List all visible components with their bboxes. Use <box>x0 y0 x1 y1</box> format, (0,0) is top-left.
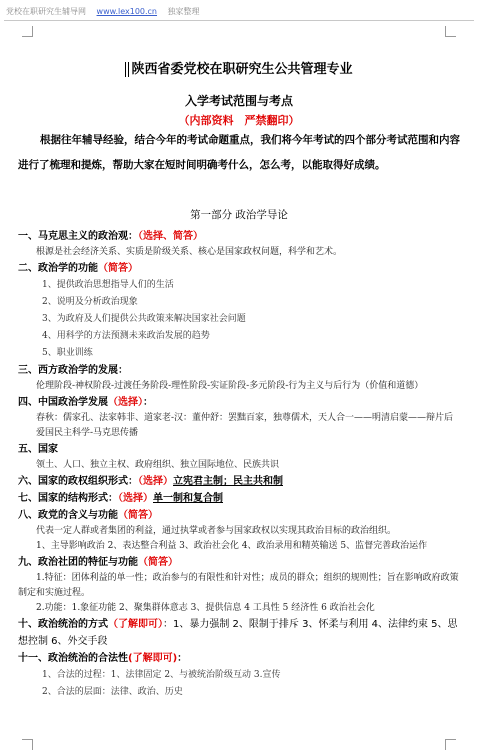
section-heading <box>18 507 462 524</box>
section-title: 十一、政治统治的合法性 <box>18 653 128 664</box>
section-tag: （了解即可） <box>108 619 163 630</box>
section-paragraph: 1、主导影响政治 2、表达整合利益 3、政治社会化 4、政治录用和精英输送 5、监督完善政治运作 <box>36 541 428 551</box>
section-line: 伦理阶段-神权阶段-过渡任务阶段-理性阶段-实证阶段-多元阶段-行为主义与后行为（价值和道德） <box>36 381 424 391</box>
list-item: 3、为政府及人们提供公共政策来解决国家社会问题 <box>42 314 246 324</box>
list-item: 1、合法的过程：1、法律固定 2、与被统治阶级互动 3.宣传 <box>42 670 281 680</box>
section-title: 五、国家 <box>18 444 58 455</box>
section-tag: (了解即可) <box>128 653 178 664</box>
list-item: 5、职业训练 <box>42 348 93 358</box>
part-heading: 第一部分 政治学导论 <box>190 209 288 221</box>
section-line: 领土、人口、独立主权、政府组织、独立国际地位、民族共识 <box>36 460 280 470</box>
intro-paragraph: 根据往年辅导经验，结合今年的考试命题重点，我们将今年考试的四个部分考试范围和内容进行了梳理和提炼，帮助大家在短时间明确考什么，怎么考，以能取得好成绩。 <box>18 134 460 171</box>
section-tag: （简答） <box>98 263 138 274</box>
header-divider <box>4 20 474 21</box>
crop-mark-bottom-right <box>445 739 456 750</box>
sections-container <box>18 228 462 701</box>
section-heading <box>18 362 462 379</box>
section-paragraph: 1.特征：团体利益的单一性；政治参与的有限性和针对性；成员的群众；组织的规则性；旨在影响政府政策制定和实施过程。 <box>18 573 459 598</box>
confidential-notice: （内部资料 严禁翻印） <box>178 114 300 127</box>
section-tag: （选择、简答） <box>138 231 203 242</box>
section-tag: （选择） <box>118 493 153 504</box>
section-heading <box>18 554 462 571</box>
document-title <box>0 58 478 77</box>
section-tag: （选择） <box>108 397 143 408</box>
text-cursor[interactable]: 陕西省委党校在职研究生公共管理专业 <box>125 62 352 77</box>
page-header <box>6 6 200 17</box>
section-line: 春秋：儒家孔、法家韩非、道家老-汉：董仲舒：罢黜百家，独尊儒术，天人合一——明清启蒙——辩片后爱国民主科学-马克思传播 <box>36 413 454 438</box>
section-heading <box>18 394 462 411</box>
section-tail: ：1、暴力强制 2、限制于排斥 3、怀柔与利用 4、法律约束 5、思想控制 6、外交手段 <box>18 619 458 647</box>
list-item: 4、用科学的方法预测未来政治发展的趋势 <box>42 331 210 341</box>
section-title: 二、政治学的功能 <box>18 263 98 274</box>
section-heading <box>18 616 462 650</box>
section-title: 九、政治社团的特征与功能 <box>18 557 138 568</box>
crop-mark-bottom-left <box>22 739 33 750</box>
section-title: 三、西方政治学的发展： <box>18 365 128 376</box>
section-tail: ： <box>177 653 188 664</box>
section-title: 六、国家的政权组织形式： <box>18 476 138 487</box>
header-url-link[interactable]: www.lex100.cn <box>96 7 158 16</box>
section-heading <box>18 228 462 245</box>
section-tail: 立宪君主制；民主共和制 <box>173 476 283 487</box>
section-heading <box>18 490 462 507</box>
section-paragraph: 2.功能：1.象征功能 2、聚集群体意志 3、提供信息 4 工具性 5 经济性 6 政治社会化 <box>36 603 375 613</box>
section-heading <box>18 260 462 277</box>
section-heading <box>18 650 462 667</box>
section-tag: （简答） <box>138 557 178 568</box>
section-title: 四、中国政治学发展 <box>18 397 108 408</box>
section-title: 七、国家的结构形式： <box>18 493 118 504</box>
section-paragraph: 代表一定人群或者集团的利益，通过执掌或者参与国家政权以实现其政治目标的政治组织。 <box>36 526 397 536</box>
header-site: 党校在职研究生辅导网 <box>6 7 86 16</box>
section-title: 八、政党的含义与功能 <box>18 510 118 521</box>
header-note: 独家整理 <box>167 7 200 16</box>
crop-mark-top-left <box>22 26 33 37</box>
list-item: 2、说明及分析政治现象 <box>42 297 138 307</box>
crop-mark-top-right <box>445 26 456 37</box>
list-item: 1、提供政治思想指导人们的生活 <box>42 280 174 290</box>
section-heading <box>18 441 462 458</box>
section-title: 十、政治统治的方式 <box>18 619 108 630</box>
section-tag: （简答） <box>118 510 158 521</box>
section-tag: （选择） <box>138 476 173 487</box>
section-title: 一、马克思主义的政治观： <box>18 231 138 242</box>
section-tail: ： <box>143 397 153 408</box>
section-line: 根源是社会经济关系、实质是阶级关系、核心是国家政权问题，科学和艺术。 <box>36 247 343 257</box>
section-heading <box>18 473 462 490</box>
document-subtitle: 入学考试范围与考点 <box>184 94 293 108</box>
list-item: 2、合法的层面：法律、政治、历史 <box>42 687 183 697</box>
section-tail: 单一制和复合制 <box>153 493 223 504</box>
